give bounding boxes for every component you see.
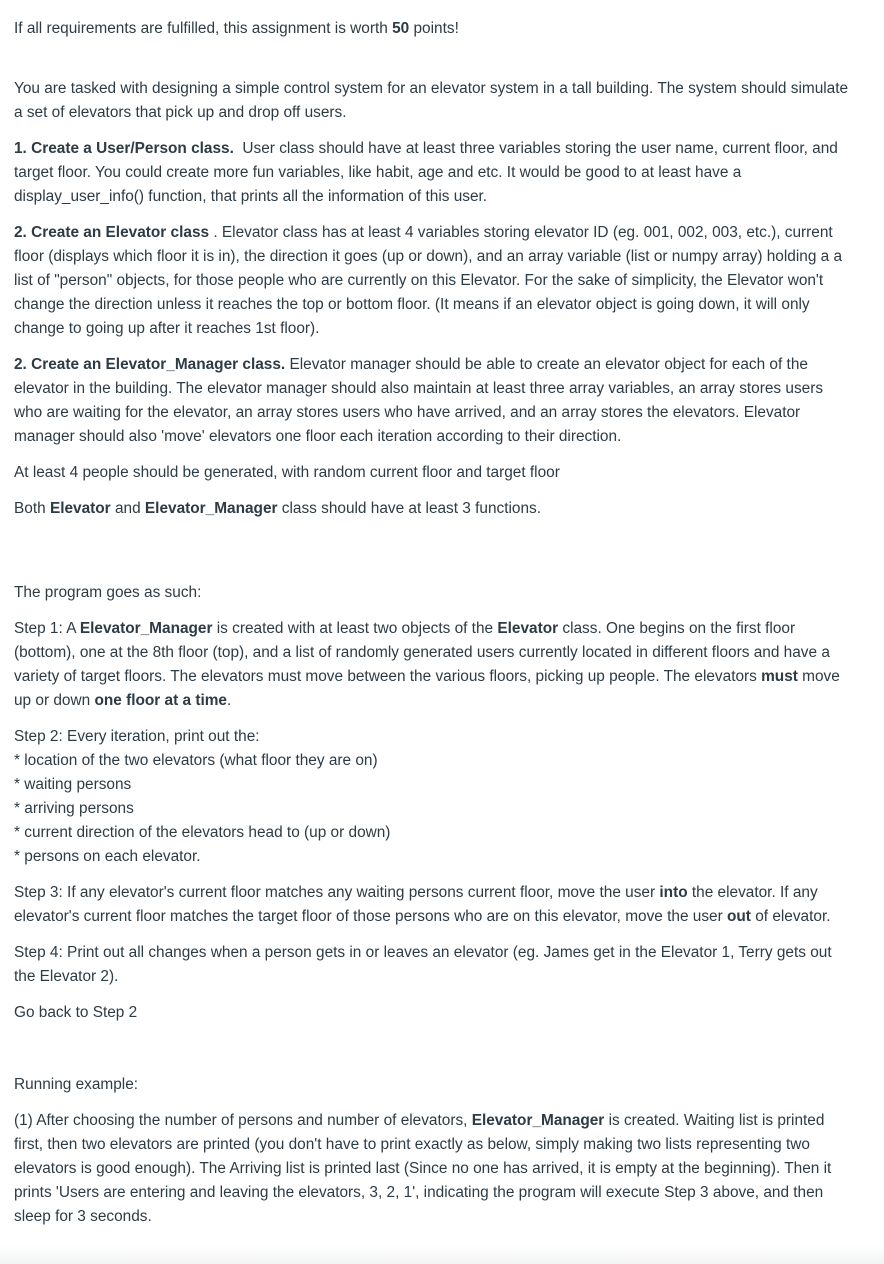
step-1-bold-manager: Elevator_Manager bbox=[79, 620, 213, 637]
step-2-item: * persons on each elevator. bbox=[14, 848, 201, 865]
step-3-text-a: Step 3: If any elevator's current floor matches any waiting persons current floor, move the user bbox=[14, 884, 660, 901]
step-1-text-c: class. One begins on the first floor (bottom), one at the 8th floor (top), and a list of randomly generated users currently located in different floors and have a variety of target floors. The elevators must move between the various floors, picking up people. The elevators bbox=[14, 620, 830, 685]
task-paragraph: You are tasked with designing a simple control system for an elevator system in a tall building. The system should simulate a set of elevators that pick up and drop off users. bbox=[14, 80, 849, 121]
step-2-item: * arriving persons bbox=[14, 800, 134, 817]
functions-elevator: Elevator bbox=[49, 500, 111, 517]
example-1-bold-manager: Elevator_Manager bbox=[471, 1112, 605, 1129]
step-3-bold-into: into bbox=[659, 884, 688, 901]
requirement-user-body: User class should have at least three variables storing the user name, current floor, and target floor. You could create more fun variables, like habit, age and etc. It would be good to at least have a display_user_info() function, that prints all the information of this user. bbox=[14, 140, 843, 205]
points-value: 50 bbox=[392, 20, 410, 37]
step-2-item: * location of the two elevators (what floor they are on) bbox=[14, 752, 378, 769]
program-intro: The program goes as such: bbox=[14, 584, 202, 601]
step-1-text-a: Step 1: A bbox=[14, 620, 80, 637]
step-1-text-d: move up or down bbox=[14, 668, 840, 709]
step-3 bbox=[14, 881, 854, 929]
assignment-content bbox=[14, 17, 854, 1229]
running-example-heading: Running example: bbox=[14, 1076, 139, 1093]
requirement-elevator-body: . Elevator class has at least 4 variables storing elevator ID (eg. 001, 002, 003, etc.), current floor (displays which floor it is in), the direction it goes (up or down), and an array variable (list or numpy array) holding a a list of "person" objects, for those people who are currently on this Elevator. For the sake of simplicity, the Elevator won't change the direction unless it reaches the top or bottom floor. (It means if an elevator object is going down, it will only change to going up after it reaches 1st floor). bbox=[14, 224, 843, 337]
bottom-fade bbox=[0, 1246, 884, 1264]
example-1-text-a: (1) After choosing the number of persons and number of elevators, bbox=[14, 1112, 472, 1129]
requirement-elevator-class bbox=[14, 221, 854, 341]
people-requirement: At least 4 people should be generated, with random current floor and target floor bbox=[14, 464, 560, 481]
step-3-bold-out: out bbox=[727, 908, 751, 925]
step-1-text-e: . bbox=[227, 692, 232, 709]
points-paragraph bbox=[14, 17, 854, 41]
example-1 bbox=[14, 1109, 854, 1229]
step-1-bold-elevator: Elevator bbox=[497, 620, 559, 637]
step-4: Step 4: Print out all changes when a person gets in or leaves an elevator (eg. James get in the Elevator 1, Terry gets out the Elevator 2). bbox=[14, 944, 832, 985]
step-2-title: Step 2: Every iteration, print out the: bbox=[14, 728, 260, 745]
requirement-manager-body: Elevator manager should be able to create an elevator object for each of the elevator in the building. The elevator manager should also maintain at least three array variables, an array stores users who are waiting for the elevator, an array stores users who have arrived, and an array stores the elevators. Elevator manager should also 'move' elevators one floor each iteration according to their direction. bbox=[14, 356, 824, 445]
requirement-elevator-heading: 2. Create an Elevator class bbox=[14, 224, 210, 241]
requirement-user-heading: 1. Create a User/Person class. bbox=[14, 140, 234, 157]
step-1 bbox=[14, 617, 854, 713]
functions-and: and bbox=[110, 500, 145, 517]
functions-manager: Elevator_Manager bbox=[144, 500, 278, 517]
step-2 bbox=[14, 725, 854, 869]
functions-post: class should have at least 3 functions. bbox=[277, 500, 542, 517]
step-3-text-b: the elevator. If any elevator's current floor matches the target floor of those persons who are on this elevator, move the user bbox=[14, 884, 818, 925]
requirement-manager-class bbox=[14, 353, 854, 449]
requirement-user-class bbox=[14, 137, 854, 209]
points-pre: If all requirements are fulfilled, this assignment is worth bbox=[14, 20, 393, 37]
requirement-manager-heading: 2. Create an Elevator_Manager class. bbox=[14, 356, 286, 373]
functions-pre: Both bbox=[14, 500, 50, 517]
step-1-text-b: is created with at least two objects of the bbox=[212, 620, 498, 637]
points-post: points! bbox=[409, 20, 459, 37]
step-2-item: * waiting persons bbox=[14, 776, 132, 793]
step-2-item: * current direction of the elevators head to (up or down) bbox=[14, 824, 391, 841]
go-back: Go back to Step 2 bbox=[14, 1004, 138, 1021]
step-1-bold-must: must bbox=[761, 668, 798, 685]
step-3-text-c: of elevator. bbox=[750, 908, 831, 925]
example-1-text-b: is created. Waiting list is printed first, then two elevators are printed (you don't have to print exactly as below, simply making two lists representing two elevators is good enough). The Arriving list is printed last (Since no one has arrived, it is empty at the beginning). Then it prints 'Users are entering and leaving the elevators, 3, 2, 1', indicating the program will execute Step 3 above, and then sleep for 3 seconds. bbox=[14, 1112, 832, 1225]
functions-requirement bbox=[14, 497, 854, 521]
step-1-bold-one-floor: one floor at a time bbox=[94, 692, 227, 709]
